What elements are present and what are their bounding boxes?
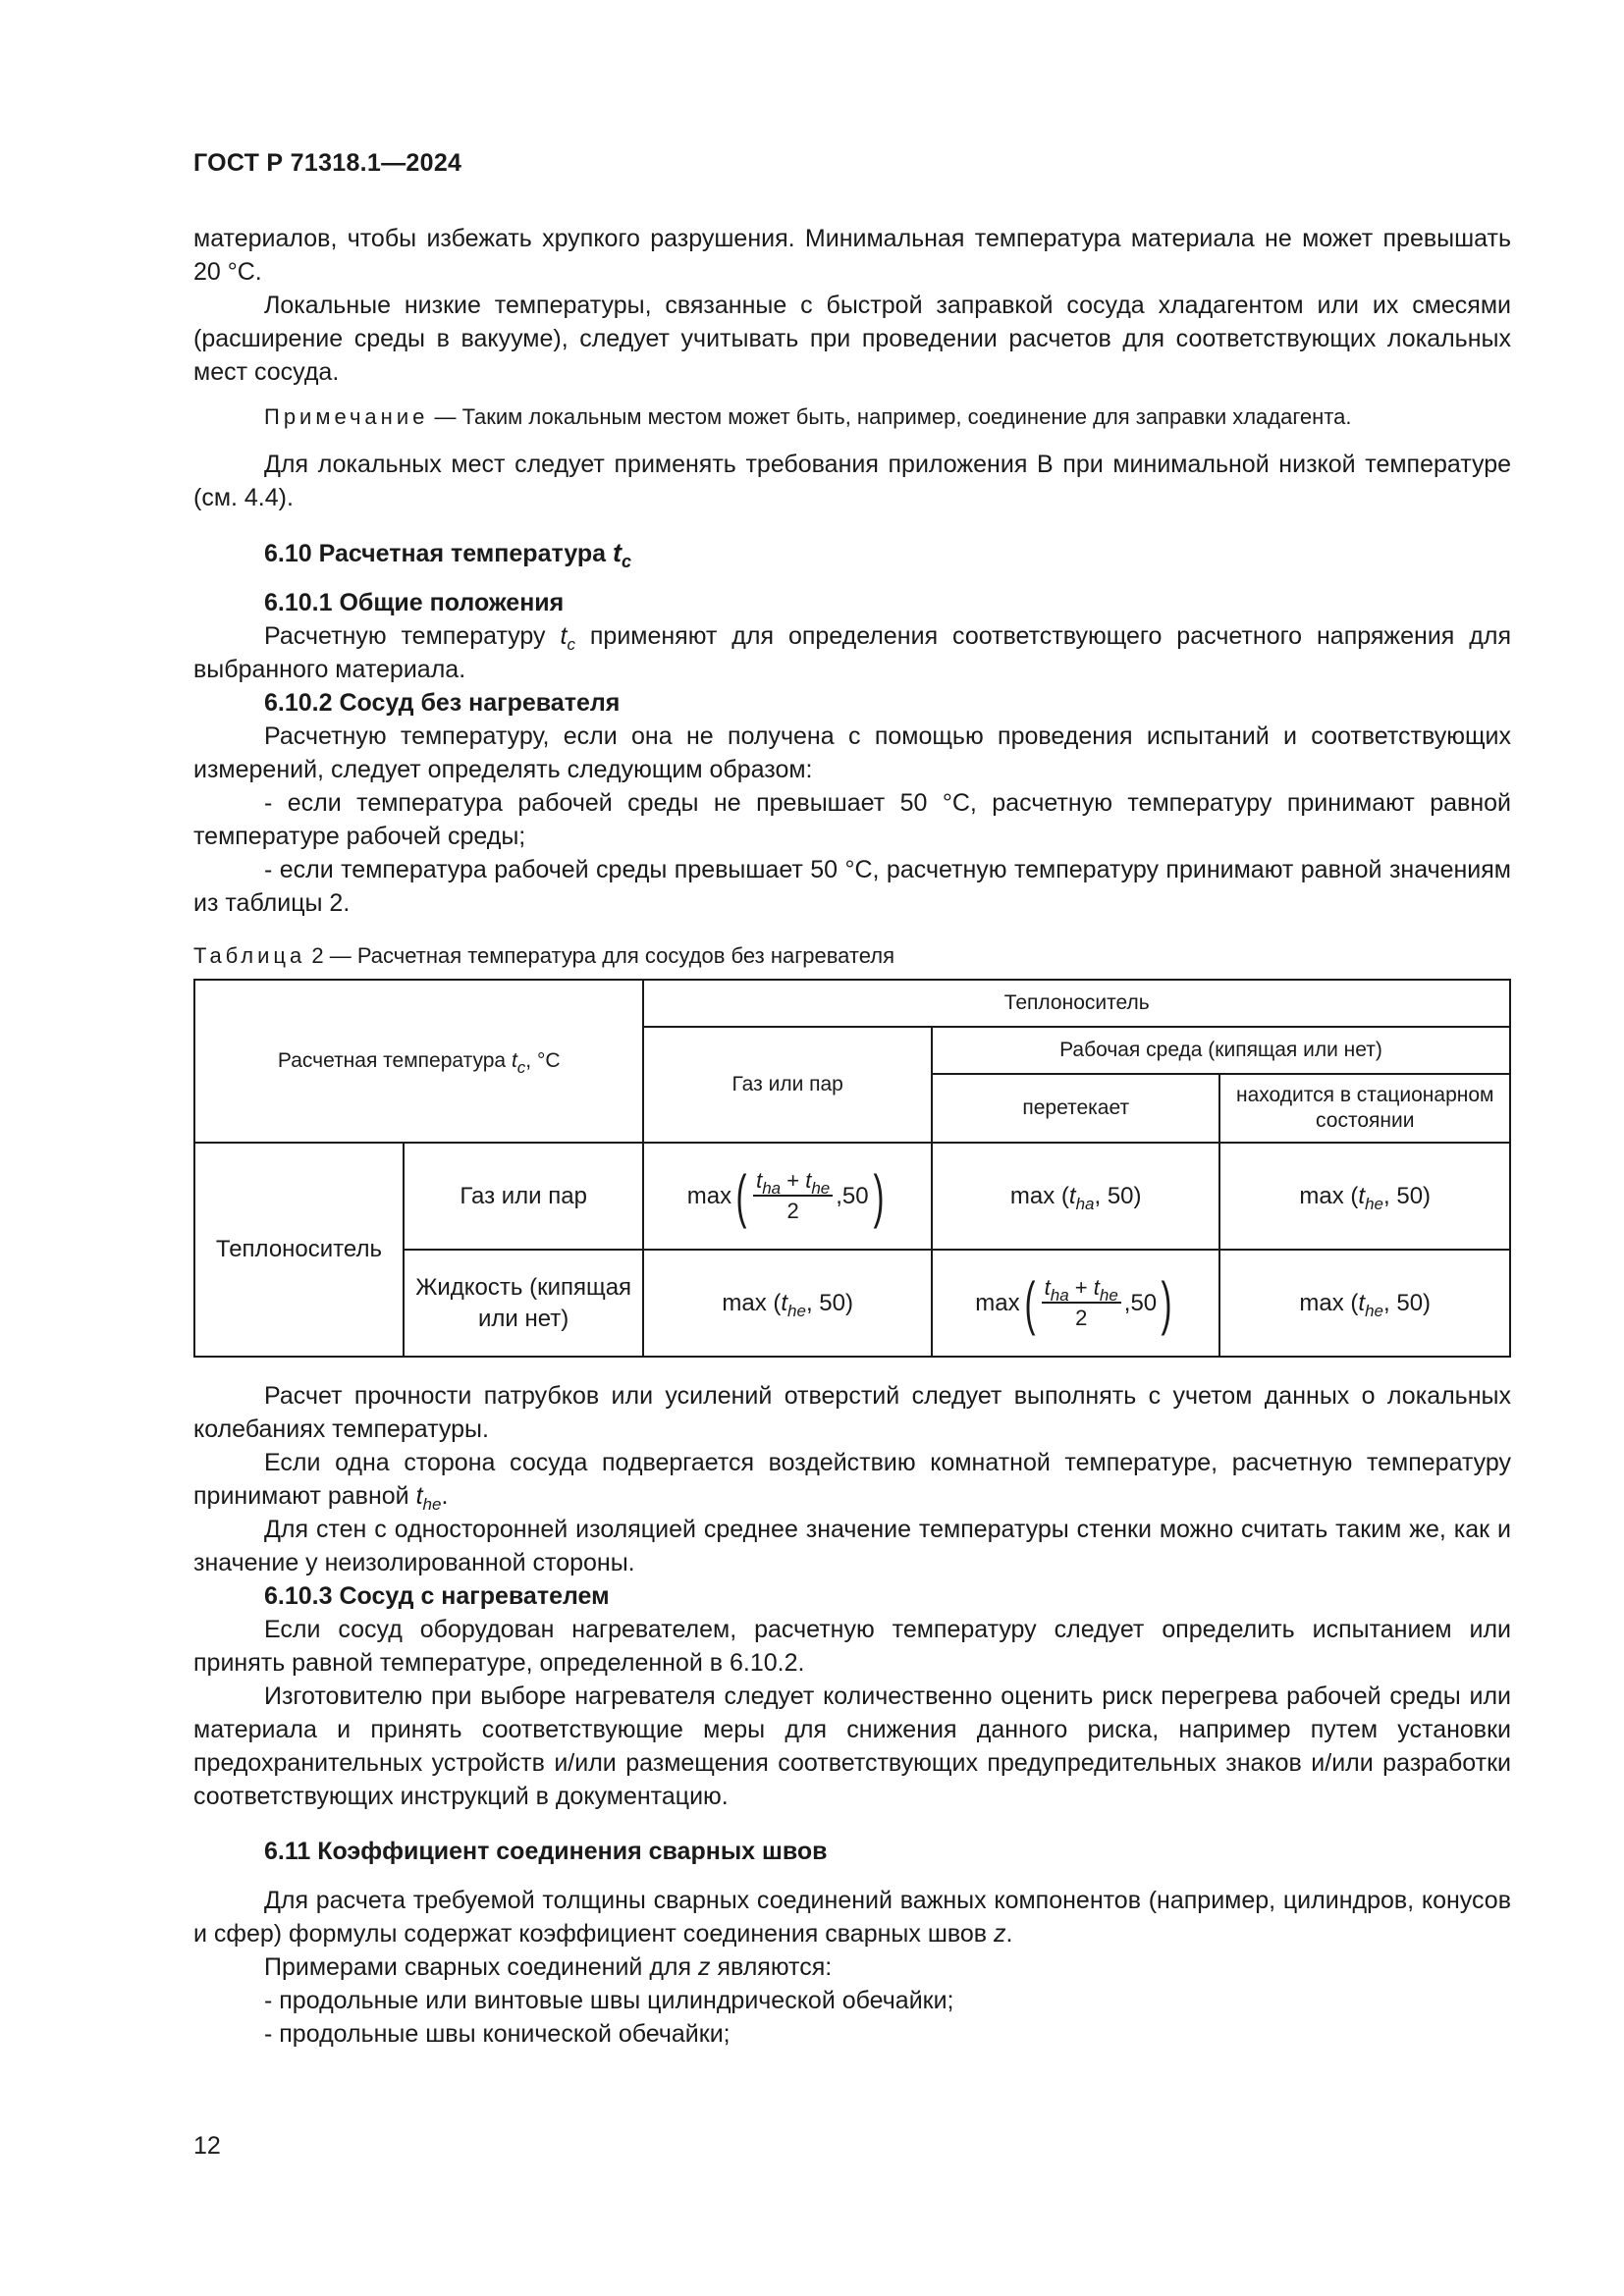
note-label: Примечание	[264, 404, 429, 429]
max-text: max	[975, 1289, 1020, 1316]
paragraph: Расчетную температуру, если она не получена с помощью проведения испытаний и соответствующих измерений, следует определять следующим образом:	[193, 722, 1511, 783]
caption-text: 2 — Расчетная температура для сосудов без нагревателя	[305, 943, 894, 968]
list-item: - если температура рабочей среды не превышает 50 °С, расчетную температуру принимают равной температуре рабочей среды;	[193, 789, 1511, 850]
value-cell	[1219, 1250, 1510, 1357]
text: max (	[1009, 1182, 1069, 1209]
stationary-header: находится в стационарном состоянии	[1219, 1074, 1510, 1143]
var-sub: he	[811, 1179, 831, 1198]
paragraph	[193, 1446, 1511, 1513]
var-z: z	[698, 1953, 711, 1981]
text: max (	[1299, 1289, 1359, 1316]
fraction	[753, 1168, 833, 1224]
var-sub: c	[516, 1058, 526, 1077]
text: .	[441, 1482, 449, 1510]
formula-cell	[932, 1250, 1220, 1357]
var-sub: ha	[1075, 1194, 1095, 1213]
paragraph: Для локальных мест следует применять требования приложения В при минимальной низкой температуре (см. 4.4).	[193, 451, 1511, 511]
text: применяют для определения соответствующего расчетного напряжения для выбранного материала.	[193, 622, 1511, 683]
paragraph: материалов, чтобы избежать хрупкого разрушения. Минимальная температура материала не может превышать 20 °С.	[193, 225, 1511, 286]
plus: +	[1068, 1275, 1094, 1300]
working-medium-header: Рабочая среда (кипящая или нет)	[932, 1027, 1510, 1074]
var-sub: ha	[1050, 1286, 1069, 1305]
section-heading-6-10-3: 6.10.3 Сосуд с нагревателем	[264, 1582, 610, 1610]
text: Расчетную температуру	[264, 622, 561, 650]
var-t: t	[613, 538, 623, 567]
var-sub: he	[1099, 1286, 1118, 1305]
text: max (	[1299, 1182, 1359, 1209]
formula-variable	[613, 538, 632, 571]
text: Если одна сторона сосуда подвергается воздействию комнатной температуре, расчетную температуру принимают равной	[193, 1449, 1511, 1510]
text: , 50)	[805, 1289, 853, 1316]
paragraph: Локальные низкие температуры, связанные с быстрой заправкой сосуда хладагентом или их смесями (расширение среды в вакууме), следует учитывать при проведении расчетов для соответствующих локальных мест сосуда.	[193, 292, 1511, 386]
var-t: t	[781, 1289, 788, 1316]
var-t: t	[560, 622, 568, 650]
var-t: t	[1358, 1182, 1366, 1209]
max-fraction-formula	[686, 1162, 889, 1229]
left-paren: (	[735, 1162, 747, 1229]
text: являются:	[710, 1953, 833, 1981]
var-sub: he	[1365, 1194, 1384, 1213]
text: Примерами сварных соединений для	[264, 1953, 699, 1981]
section-heading-6-11: 6.11 Коэффициент соединения сварных швов	[264, 1838, 828, 1865]
var-sub: ha	[762, 1179, 782, 1198]
caption-label: Таблица	[193, 943, 306, 968]
page-number: 12	[193, 2132, 221, 2160]
row-header-cell	[194, 980, 643, 1143]
table-caption	[193, 941, 1511, 971]
var-t: t	[1068, 1182, 1076, 1209]
paragraph	[193, 1884, 1511, 1950]
var-t: t	[511, 1049, 517, 1072]
var-t: t	[1044, 1275, 1051, 1300]
var-sub: he	[787, 1301, 806, 1320]
row-label-liquid: Жидкость (кипящая или нет)	[404, 1250, 644, 1357]
note	[193, 402, 1511, 432]
section-heading-6-10	[193, 536, 1511, 570]
text: , °С	[525, 1049, 561, 1072]
paragraph: Если сосуд оборудован нагревателем, расчетную температуру следует определить испытанием или принять равной температуре, определенной в 6.10.2.	[193, 1616, 1511, 1677]
value-cell	[1219, 1143, 1510, 1250]
paragraph: Для стен с односторонней изоляцией среднее значение температуры стенки можно считать таким же, как и значение у неизолированной стороны.	[193, 1516, 1511, 1576]
coolant-header: Теплоноситель	[643, 980, 1510, 1027]
value-cell	[932, 1143, 1220, 1250]
note-text: — Таким локальным местом может быть, например, соединение для заправки хладагента.	[428, 404, 1352, 429]
text: , 50)	[1383, 1289, 1432, 1316]
var-sub: he	[1365, 1301, 1384, 1320]
section-heading-6-10-2: 6.10.2 Сосуд без нагревателя	[264, 689, 621, 717]
value-cell	[643, 1250, 932, 1357]
text: Для расчета требуемой толщины сварных соединений важных компонентов (например, цилиндров, конусов и сфер) формулы содержат коэффициент соединения сварных швов	[193, 1887, 1511, 1948]
gas-header: Газ или пар	[643, 1027, 932, 1143]
var-t: t	[1358, 1289, 1366, 1316]
var-sub: he	[422, 1495, 442, 1514]
heading-text: 6.10 Расчетная температура	[264, 540, 614, 567]
right-paren: )	[873, 1162, 885, 1229]
coolant-group-cell: Теплоноситель	[194, 1143, 404, 1357]
var-sub: c	[567, 635, 575, 654]
var-t: t	[415, 1482, 423, 1510]
var-t: t	[1093, 1275, 1100, 1300]
plus: +	[781, 1168, 806, 1193]
formula-tail: ,50	[836, 1182, 869, 1209]
var-z: z	[994, 1920, 1006, 1948]
left-paren: (	[1024, 1269, 1036, 1336]
denominator: 2	[1075, 1306, 1088, 1330]
var-t: t	[756, 1168, 763, 1193]
numerator	[753, 1168, 833, 1197]
var-t: t	[805, 1168, 812, 1193]
design-temperature-table	[193, 979, 1511, 1358]
flows-header: перетекает	[932, 1074, 1220, 1143]
formula-cell	[643, 1143, 932, 1250]
max-fraction-formula	[975, 1269, 1176, 1336]
denominator: 2	[786, 1199, 799, 1223]
formula-tail: ,50	[1123, 1289, 1158, 1316]
fraction	[1042, 1275, 1121, 1331]
paragraph: Изготовителю при выборе нагревателя следует количественно оценить риск перегрева рабочей среды или материала и принять соответствующие меры для снижения данного риска, например путем установки предохранительных устройств и/или размещения соответствующих предупредительных знаков и/или разработки соответствующих инструкций в документацию.	[193, 1682, 1511, 1810]
paragraph	[193, 619, 1511, 686]
var-sub: c	[622, 552, 632, 571]
text: max (	[722, 1289, 782, 1316]
row-label-gas: Газ или пар	[404, 1143, 644, 1250]
document-code-header: ГОСТ Р 71318.1—2024	[193, 149, 462, 177]
paragraph: Расчет прочности патрубков или усилений отверстий следует выполнять с учетом данных о локальных колебаниях температуры.	[193, 1382, 1511, 1443]
section-heading-6-10-1: 6.10.1 Общие положения	[264, 589, 565, 616]
list-item: - если температура рабочей среды превышает 50 °С, расчетную температуру принимают равной значениям из таблицы 2.	[193, 856, 1511, 917]
max-text: max	[686, 1182, 732, 1209]
text: Расчетная температура	[277, 1049, 512, 1072]
list-item: - продольные швы конической обечайки;	[264, 2020, 731, 2048]
text: .	[1005, 1920, 1013, 1948]
list-item: - продольные или винтовые швы цилиндрической обечайки;	[264, 1987, 954, 2014]
numerator	[1042, 1275, 1121, 1304]
text: , 50)	[1094, 1182, 1142, 1209]
text: , 50)	[1383, 1182, 1432, 1209]
paragraph	[193, 1950, 1511, 1984]
right-paren: )	[1161, 1269, 1172, 1336]
document-body	[193, 222, 1511, 2051]
